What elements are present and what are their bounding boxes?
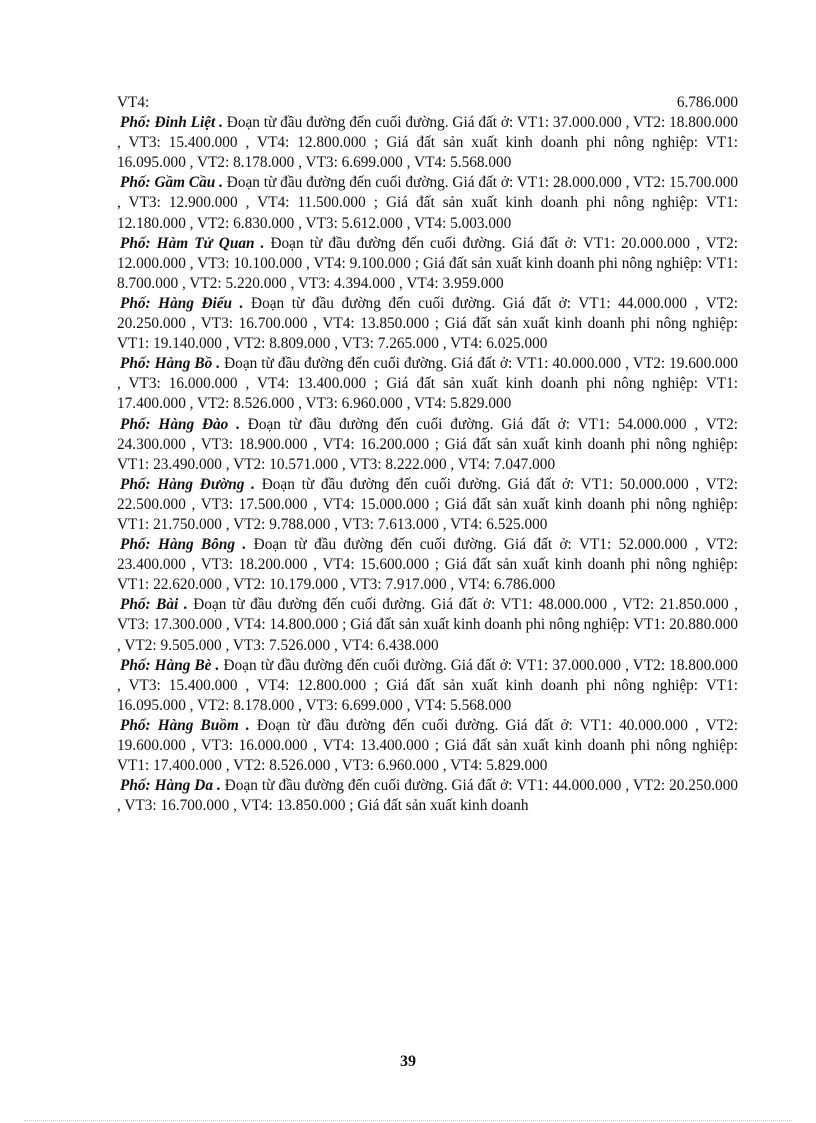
street-entry-hang-buom [117,716,738,776]
street-name: Phố: Hàng Đào . [120,415,240,433]
street-entry-hang-da [117,776,738,816]
street-prices: Đoạn từ đầu đường đến cuối đường. Giá đất ở: VT1: 52.000.000 , VT2: 23.400.000 , VT3: 18.200.000 , VT4: 15.600.000 ; Giá đất sản xuất kinh doanh phi nông nghiệp: VT1: 22.620.000 , VT2: 10.179.000 , VT3: 7.917.000 , VT4: 6.786.000 [117,536,738,594]
body-text [117,93,738,816]
street-prices: Đoạn từ đầu đường đến cuối đường. Giá đất ở: VT1: 40.000.000 , VT2: 19.600.000 , VT3: 16.000.000 , VT4: 13.400.000 ; Giá đất sản xuất kinh doanh phi nông nghiệp: VT1: 17.400.000 , VT2: 8.526.000 , VT3: 6.960.000 , VT4: 5.829.000 [117,355,738,413]
street-name: Phố: Hàng Đường . [120,475,255,493]
continued-value: 6.786.000 [676,94,738,111]
street-name: Phố: Hàng Da . [120,777,221,795]
street-entry-bai [117,595,738,655]
street-prices: Đoạn từ đầu đường đến cuối đường. Giá đất ở: VT1: 54.000.000 , VT2: 24.300.000 , VT3: 18.900.000 , VT4: 16.200.000 ; Giá đất sản xuất kinh doanh phi nông nghiệp: VT1: 23.490.000 , VT2: 10.571.000 , VT3: 8.222.000 , VT4: 7.047.000 [117,415,739,473]
street-entry-dinh-liet [117,113,738,173]
street-prices: Đoạn từ đầu đường đến cuối đường. Giá đất ở: VT1: 40.000.000 , VT2: 19.600.000 , VT3: 16.000.000 , VT4: 13.400.000 ; Giá đất sản xuất kinh doanh phi nông nghiệp: VT1: 17.400.000 , VT2: 8.526.000 , VT3: 6.960.000 , VT4: 5.829.000 [117,716,738,775]
street-prices: Đoạn từ đầu đường đến cuối đường. Giá đất ở: VT1: 48.000.000 , VT2: 21.850.000 , VT3: 17.300.000 , VT4: 14.800.000 ; Giá đất sản xuất kinh doanh phi nông nghiệp: VT1: 20.880.000 , VT2: 9.505.000 , VT3: 7.526.000 , VT4: 6.438.000 [117,596,738,654]
street-name: Phố: Hàng Bông . [120,536,247,554]
street-entry-hang-dieu [117,294,738,354]
street-name: Phố: Hàng Điếu . [120,294,244,312]
page-number: 39 [400,1053,416,1070]
street-prices: Đoạn từ đầu đường đến cuối đường. Giá đất ở: VT1: 44.000.000 , VT2: 20.250.000 , VT3: 16.700.000 , VT4: 13.850.000 ; Giá đất sản xuất kinh doanh phi nông nghiệp: VT1: 19.140.000 , VT2: 8.809.000 , VT3: 7.265.000 , VT4: 6.025.000 [117,294,739,353]
street-entry-ham-tu-quan [117,234,738,294]
street-prices: Đoạn từ đầu đường đến cuối đường. Giá đất ở: VT1: 44.000.000 , VT2: 20.250.000 , VT3: 16.700.000 , VT4: 13.850.000 ; Giá đất sản xuất kinh doanh [117,777,738,815]
continued-line [117,93,738,113]
street-prices: Đoạn từ đầu đường đến cuối đường. Giá đất ở: VT1: 50.000.000 , VT2: 22.500.000 , VT3: 17.500.000 , VT4: 15.000.000 ; Giá đất sản xuất kinh doanh phi nông nghiệp: VT1: 21.750.000 , VT2: 9.788.000 , VT3: 7.613.000 , VT4: 6.525.000 [117,475,738,533]
street-entry-hang-bong [117,535,738,595]
street-name: Phố: Hàng Bồ . [120,355,221,373]
street-name: Phố: Bài . [120,596,188,614]
street-entry-hang-be [117,656,738,716]
street-prices: Đoạn từ đầu đường đến cuối đường. Giá đất ở: VT1: 28.000.000 , VT2: 15.700.000 , VT3: 12.900.000 , VT4: 11.500.000 ; Giá đất sản xuất kinh doanh phi nông nghiệp: VT1: 12.180.000 , VT2: 6.830.000 , VT3: 5.612.000 , VT4: 5.003.000 [117,174,739,232]
street-prices: Đoạn từ đầu đường đến cuối đường. Giá đất ở: VT1: 37.000.000 , VT2: 18.800.000 , VT3: 15.400.000 , VT4: 12.800.000 ; Giá đất sản xuất kinh doanh phi nông nghiệp: VT1: 16.095.000 , VT2: 8.178.000 , VT3: 6.699.000 , VT4: 5.568.000 [117,656,739,714]
street-entry-hang-dao [117,415,738,475]
street-name: Phố: Hàng Bè . [120,656,220,674]
street-prices: Đoạn từ đầu đường đến cuối đường. Giá đất ở: VT1: 37.000.000 , VT2: 18.800.000 , VT3: 15.400.000 , VT4: 12.800.000 ; Giá đất sản xuất kinh doanh phi nông nghiệp: VT1: 16.095.000 , VT2: 8.178.000 , VT3: 6.699.000 , VT4: 5.568.000 [117,114,738,172]
street-entry-gam-cau [117,173,738,233]
street-name: Phố: Hàng Buồm . [120,716,250,734]
street-entry-hang-duong [117,475,738,535]
street-prices: Đoạn từ đầu đường đến cuối đường. Giá đất ở: VT1: 20.000.000 , VT2: 12.000.000 , VT3: 10.100.000 , VT4: 9.100.000 ; Giá đất sản xuất kinh doanh phi nông nghiệp: VT1: 8.700.000 , VT2: 5.220.000 , VT3: 4.394.000 , VT4: 3.959.000 [117,234,738,292]
street-name: Phố: Đinh Liệt . [120,114,223,132]
street-name: Phố: Gầm Cầu . [120,174,223,192]
page-bottom-divider [24,1120,792,1121]
street-entry-hang-bo [117,354,738,414]
street-name: Phố: Hàm Tử Quan . [120,234,265,252]
continued-label: VT4: [117,94,150,111]
